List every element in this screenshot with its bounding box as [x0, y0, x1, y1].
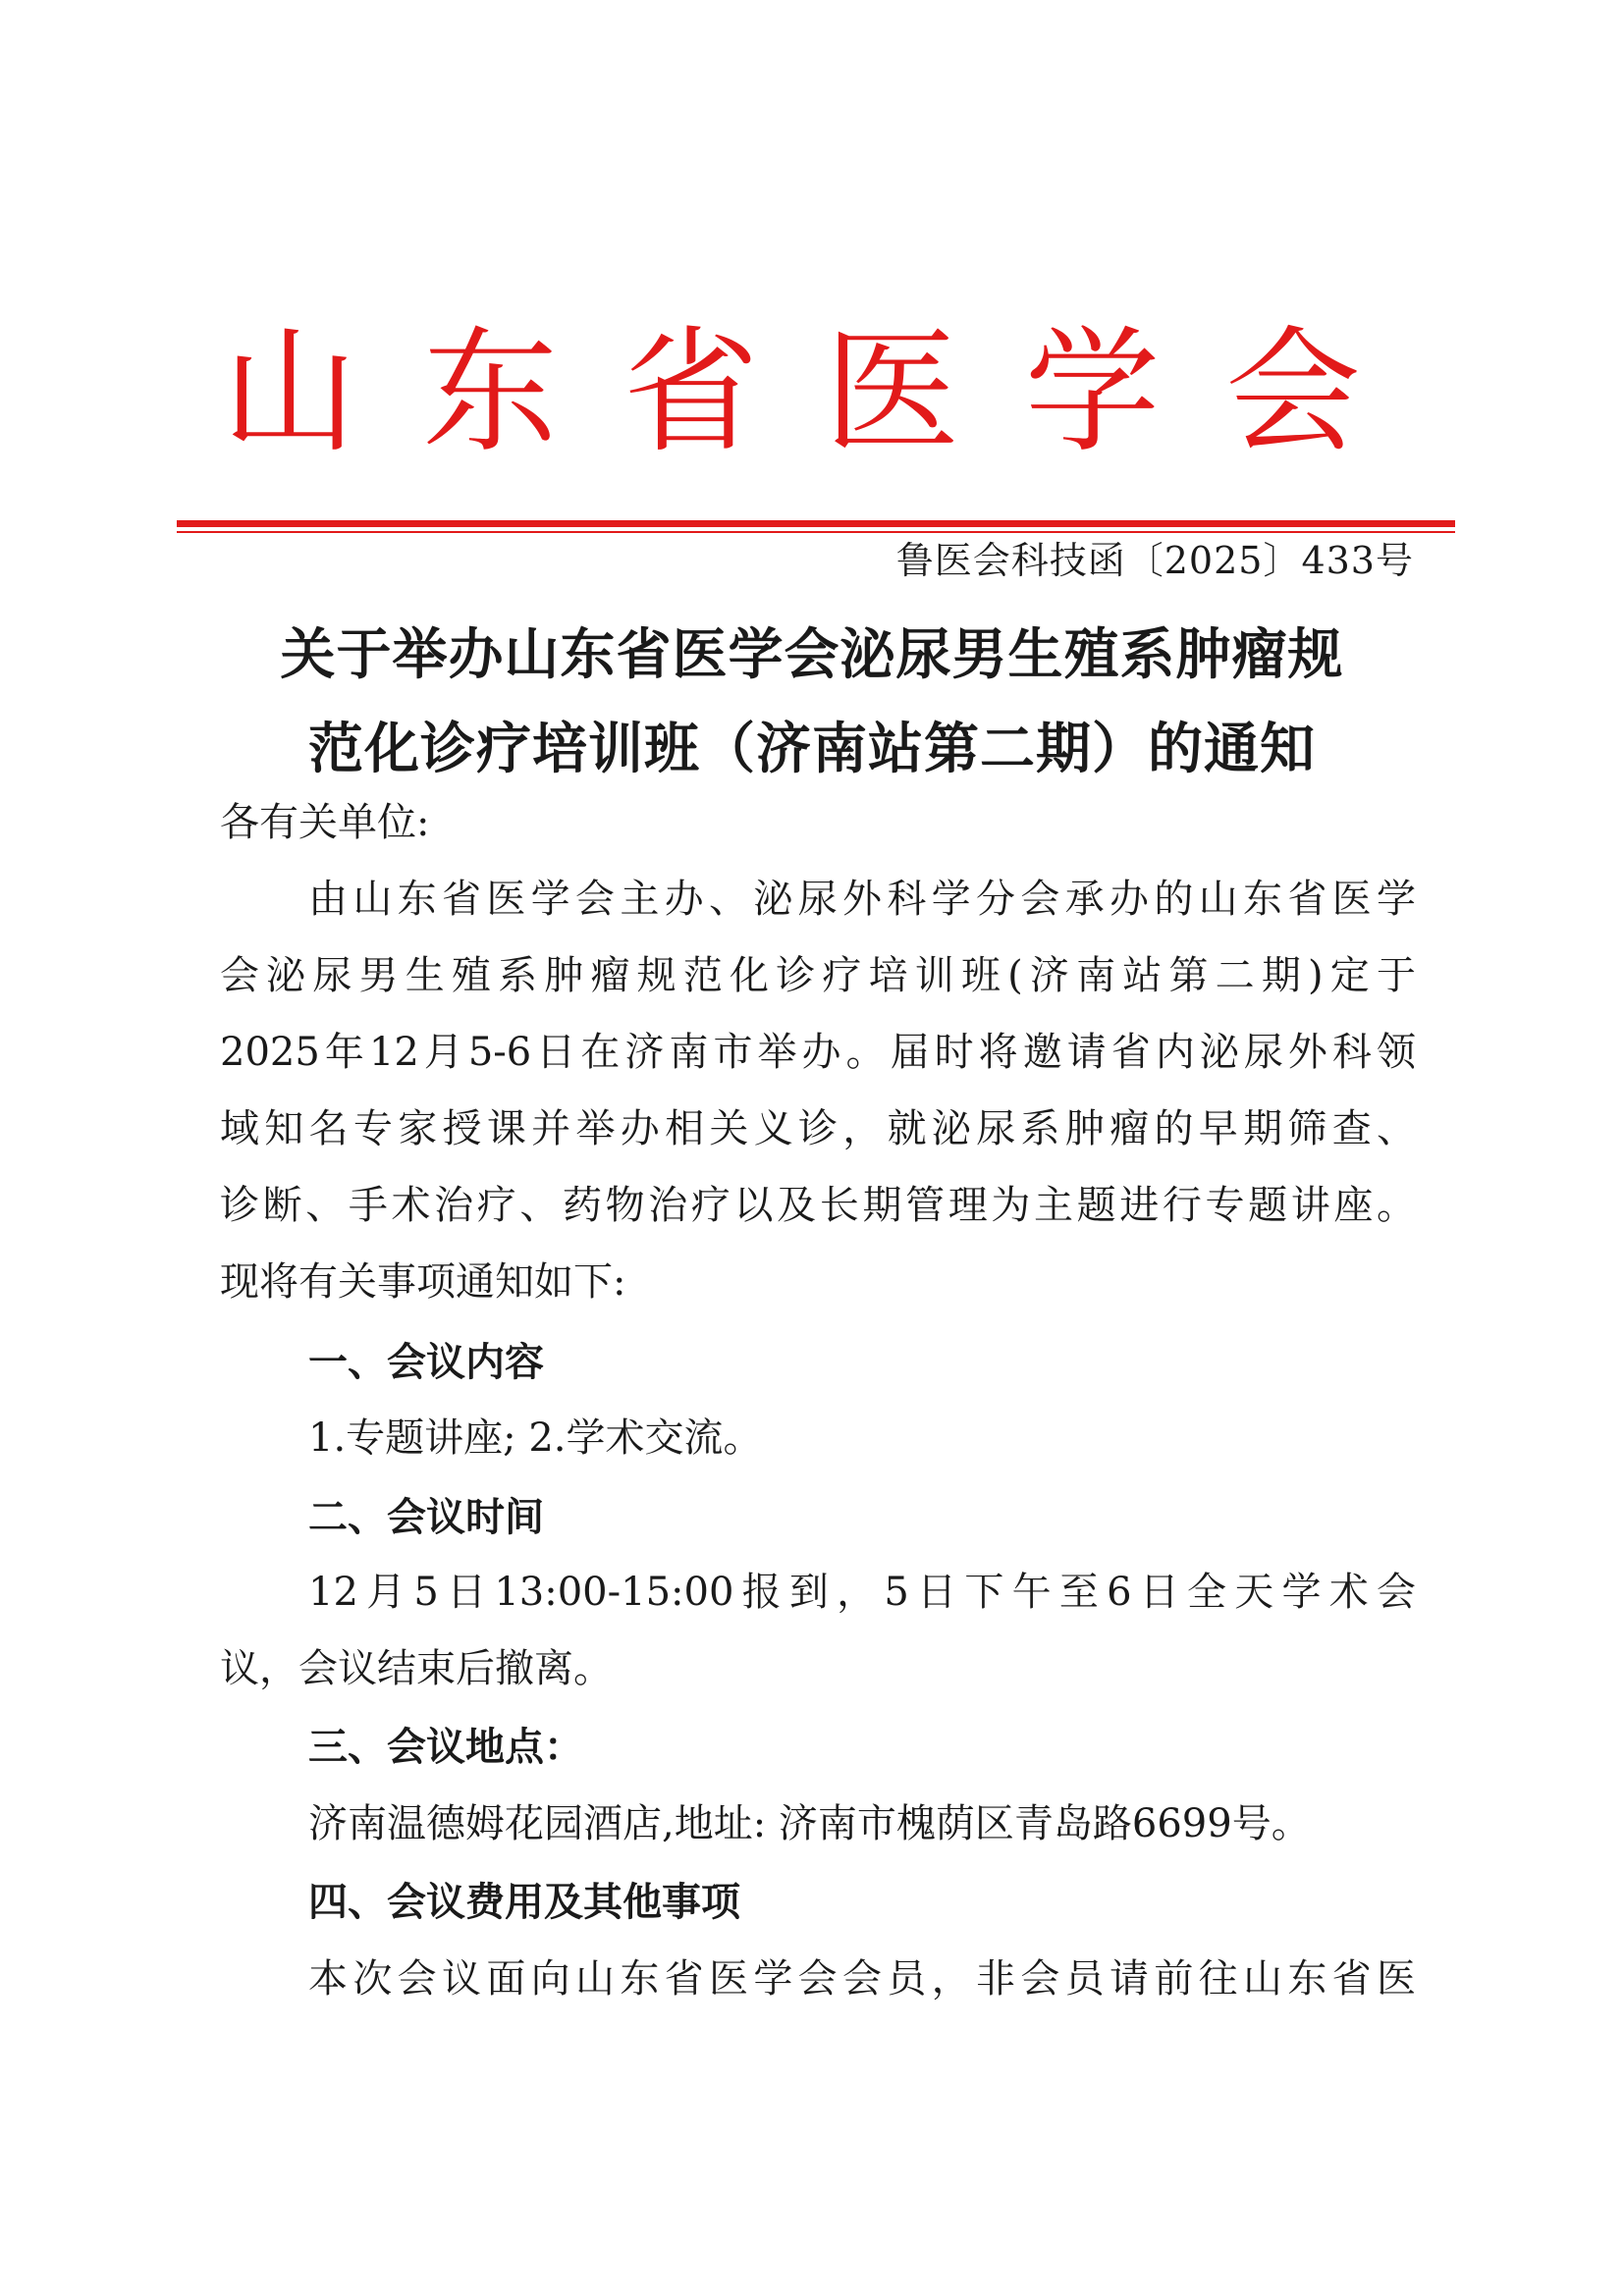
document-title-line: 范化诊疗培训班（济南站第二期）的通知 [308, 718, 1316, 781]
org-title-char: 学 [1024, 313, 1161, 471]
org-title-char: 医 [824, 313, 960, 471]
section-text-venue: 济南温德姆花园酒店,地址: 济南市槐荫区青岛路6699号。 [308, 1801, 1311, 1846]
paragraph-line: 现将有关事项通知如下: [220, 1259, 626, 1305]
section-text-time: 议，会议结束后撤离。 [220, 1646, 613, 1691]
section-text-content: 1.专题讲座; 2.学术交流。 [308, 1415, 763, 1461]
section-heading-time: 二、会议时间 [308, 1495, 544, 1540]
document-title-line: 关于举办山东省医学会泌尿男生殖系肿瘤规 [280, 623, 1344, 687]
org-title-char: 山 [222, 313, 358, 471]
paragraph-line: 由山东省医学会主办、泌尿外科学分会承办的山东省医学 [308, 877, 1416, 922]
section-text-time: 12月5日13:00-15:00报到，5日下午至6日全天学术会 [308, 1570, 1416, 1615]
salutation: 各有关单位: [220, 800, 430, 845]
paragraph-line: 会泌尿男生殖系肿瘤规范化诊疗培训班(济南站第二期)定于 [220, 953, 1416, 998]
section-heading-fees: 四、会议费用及其他事项 [308, 1880, 740, 1925]
section-heading-content: 一、会议内容 [308, 1340, 544, 1385]
organization-title [222, 313, 1361, 471]
letterhead-divider-thin [177, 531, 1455, 533]
letterhead-divider-thick [177, 520, 1455, 527]
paragraph-line: 2025年12月5-6日在济南市举办。届时将邀请省内泌尿外科领 [220, 1030, 1416, 1075]
section-text-fees: 本次会议面向山东省医学会会员，非会员请前往山东省医 [308, 1956, 1416, 2002]
document-title [196, 609, 1428, 797]
paragraph-line: 诊断、手术治疗、药物治疗以及长期管理为主题进行专题讲座。 [220, 1183, 1416, 1228]
org-title-char: 会 [1224, 313, 1361, 471]
section-heading-venue: 三、会议地点： [308, 1725, 583, 1770]
org-title-char: 东 [422, 313, 559, 471]
paragraph-line: 域知名专家授课并举办相关义诊，就泌尿系肿瘤的早期筛查、 [220, 1106, 1416, 1151]
document-number: 鲁医会科技函〔2025〕433号 [895, 539, 1414, 582]
org-title-char: 省 [623, 313, 759, 471]
